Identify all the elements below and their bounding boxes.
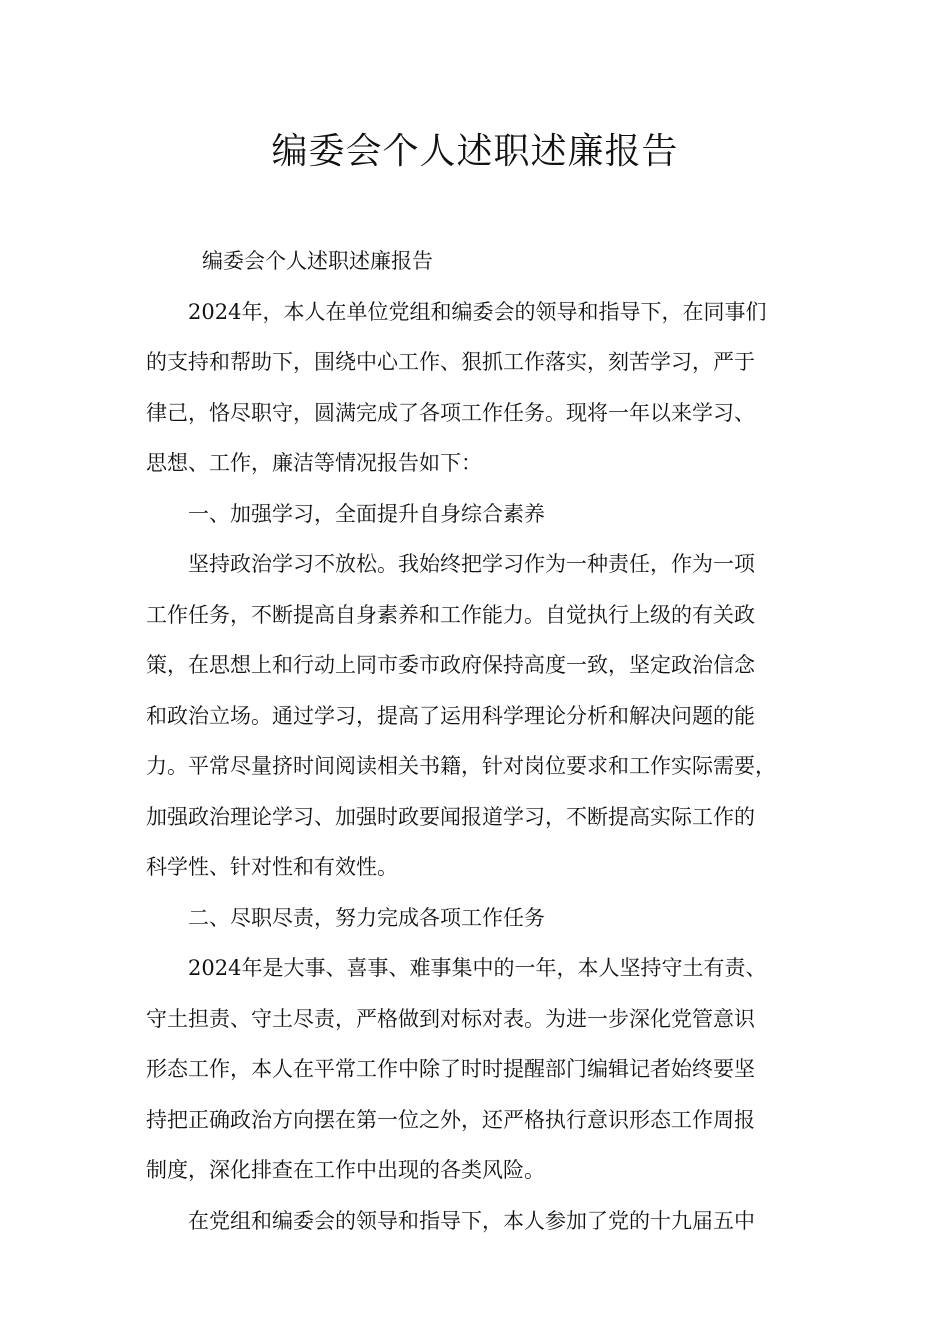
paragraph-line: 的支持和帮助下，围绕中心工作、狠抓工作落实，刻苦学习，严于 (146, 350, 755, 374)
paragraph-line: 科学性、针对性和有效性。 (146, 855, 398, 879)
paragraph-line: 律己，恪尽职守，圆满完成了各项工作任务。现将一年以来学习、 (146, 400, 755, 425)
paragraph-line: 2024年，本人在单位党组和编委会的领导和指导下，在同事们 (188, 299, 767, 324)
paragraph-line: 和政治立场。通过学习，提高了运用科学理论分析和解决问题的能 (146, 703, 755, 728)
paragraph-line: 坚持政治学习不放松。我始终把学习作为一种责任，作为一项 (188, 552, 755, 576)
paragraph-line: 工作任务，不断提高自身素养和工作能力。自觉执行上级的有关政 (146, 602, 755, 627)
section-heading: 一、加强学习，全面提升自身综合素养 (188, 501, 545, 526)
paragraph-line: 力。平常尽量挤时间阅读相关书籍，针对岗位要求和工作实际需要， (146, 754, 776, 778)
section-heading: 二、尽职尽责，努力完成各项工作任务 (188, 905, 545, 930)
paragraph-line: 思想、工作，廉洁等情况报告如下： (146, 451, 482, 475)
paragraph-line: 形态工作，本人在平常工作中除了时时提醒部门编辑记者始终要坚 (146, 1057, 755, 1081)
paragraph-line: 2024年是大事、喜事、难事集中的一年，本人坚持守土有责、 (188, 956, 767, 980)
document-body (146, 236, 826, 1246)
paragraph-line: 持把正确政治方向摆在第一位之外，还严格执行意识形态工作周报 (146, 1107, 755, 1132)
paragraph-line: 策，在思想上和行动上同市委市政府保持高度一致，坚定政治信念 (146, 653, 755, 677)
paragraph-line: 守土担责、守土尽责，严格做到对标对表。为进一步深化党管意识 (146, 1006, 755, 1031)
paragraph-line: 在党组和编委会的领导和指导下，本人参加了党的十九届五中 (188, 1208, 755, 1233)
document-title: 编委会个人述职述廉报告 (271, 131, 679, 172)
paragraph-line: 加强政治理论学习、加强时政要闻报道学习，不断提高实际工作的 (146, 804, 755, 829)
subtitle-line: 编委会个人述职述廉报告 (202, 249, 433, 273)
paragraph-line: 制度，深化排查在工作中出现的各类风险。 (146, 1158, 545, 1182)
